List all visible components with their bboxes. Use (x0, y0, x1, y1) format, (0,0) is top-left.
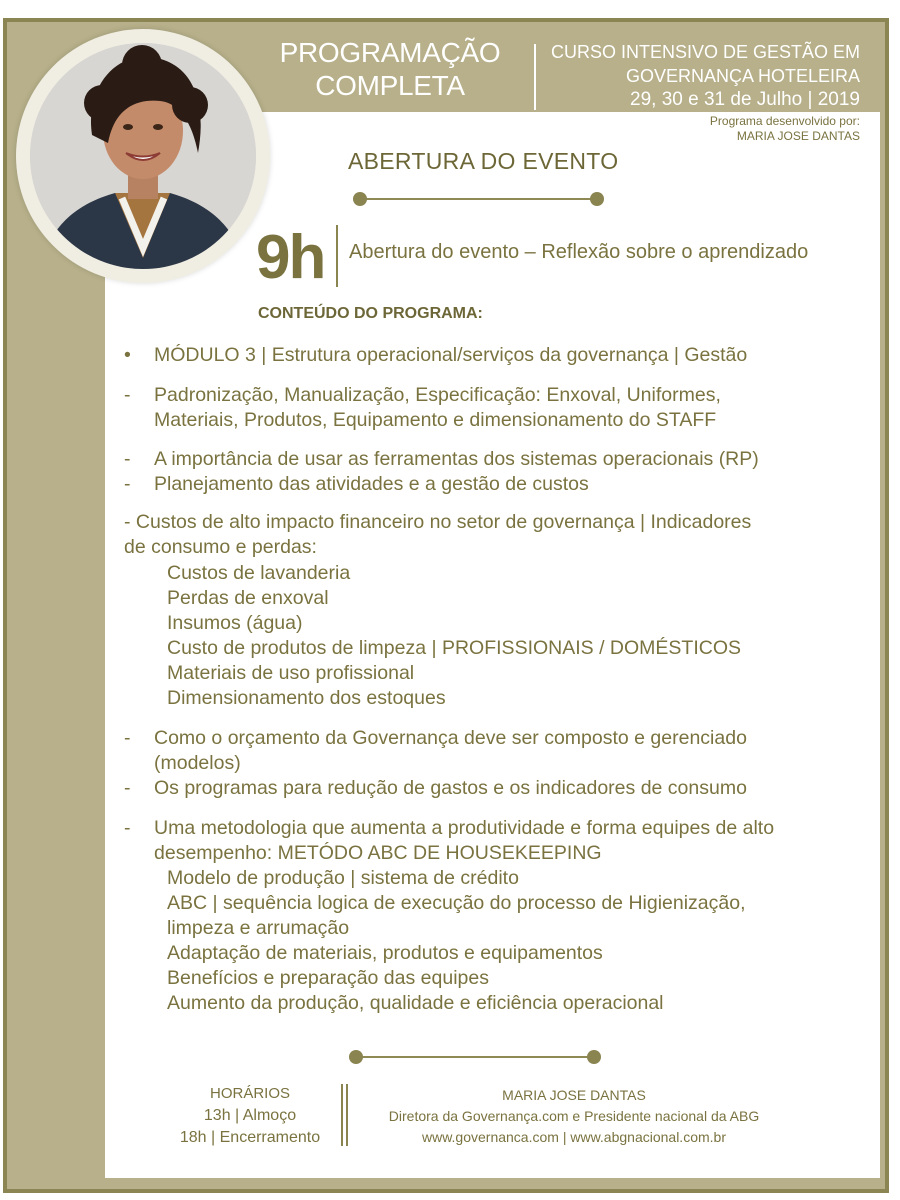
dash-marker: - (124, 384, 131, 406)
list-item: desempenho: METÓDO ABC DE HOUSEKEEPING (154, 842, 602, 864)
dash-marker: - (124, 777, 131, 799)
ornament-dot (349, 1050, 363, 1064)
dash-marker: - (124, 473, 131, 495)
presenter-photo (30, 43, 256, 269)
bullet-marker: • (124, 344, 131, 366)
ornament-dot (353, 192, 367, 206)
sub-item: limpeza e arrumação (167, 917, 350, 939)
presenter-role: Diretora da Governança.com e Presidente nacional da ABG (388, 1108, 760, 1124)
divider-ornament-top (353, 192, 604, 206)
dash-marker: - (124, 727, 131, 749)
schedule-block (150, 1083, 350, 1149)
sub-item: Custo de produtos de limpeza | PROFISSIONAIS / DOMÉSTICOS (167, 637, 742, 659)
credit (600, 114, 860, 144)
sub-item: Perdas de enxoval (167, 587, 329, 609)
list-item: Os programas para redução de gastos e os indicadores de consumo (154, 777, 747, 799)
list-item: Uma metodologia que aumenta a produtividade e forma equipes de alto (154, 817, 775, 839)
list-item: Como o orçamento da Governança deve ser composto e gerenciado (154, 727, 747, 749)
module-title: MÓDULO 3 | Estrutura operacional/serviços da governança | Gestão (154, 344, 748, 366)
list-item: Planejamento das atividades e a gestão de custos (154, 473, 589, 495)
sub-item: ABC | sequência logica de execução do processo de Higienização, (167, 892, 746, 914)
title-line-1: PROGRAMAÇÃO (279, 37, 501, 68)
sub-item: Custos de lavanderia (167, 562, 351, 584)
sub-item: Dimensionamento dos estoques (167, 687, 446, 709)
opening-time: 9h (256, 223, 325, 292)
page-title (260, 36, 520, 102)
time-divider (336, 225, 338, 287)
credit-name: MARIA JOSE DANTAS (736, 129, 860, 143)
divider-ornament-bottom (349, 1050, 601, 1064)
sub-item: Materiais de uso profissional (167, 662, 415, 684)
course-name-line-2: GOVERNANÇA HOTELEIRA (625, 66, 860, 86)
ornament-dot (590, 192, 604, 206)
list-item: (modelos) (154, 752, 241, 774)
presenter-block (356, 1085, 792, 1148)
course-name-line-1: CURSO INTENSIVO DE GESTÃO EM (550, 42, 860, 62)
footer-divider (346, 1084, 348, 1146)
title-line-2: COMPLETA (315, 70, 465, 101)
list-item: A importância de usar as ferramentas dos sistemas operacionais (RP) (154, 448, 759, 470)
sub-item: Benefícios e preparação das equipes (167, 967, 489, 989)
footer-divider (341, 1084, 343, 1146)
schedule-end: 18h | Encerramento (179, 1129, 321, 1146)
list-item: Materiais, Produtos, Equipamento e dimensionamento do STAFF (154, 409, 717, 431)
list-item: Padronização, Manualização, Especificação: Enxoval, Uniformes, (154, 384, 721, 406)
credit-label: Programa desenvolvido por: (709, 114, 860, 128)
course-info (530, 40, 860, 112)
course-dates: 29, 30 e 31 de Julho | 2019 (630, 89, 860, 110)
sub-item: Insumos (água) (167, 612, 303, 634)
dash-marker: - (124, 448, 131, 470)
opening-heading: ABERTURA DO EVENTO (348, 148, 619, 174)
sub-item: Modelo de produção | sistema de crédito (167, 867, 519, 889)
opening-description: Abertura do evento – Reflexão sobre o aprendizado (349, 241, 809, 263)
ornament-dot (587, 1050, 601, 1064)
list-item: de consumo e perdas: (124, 536, 317, 558)
ornament-line (360, 198, 597, 200)
schedule-heading: HORÁRIOS (209, 1085, 290, 1102)
presenter-name: MARIA JOSE DANTAS (502, 1087, 646, 1103)
ornament-line (356, 1056, 594, 1058)
schedule-lunch: 13h | Almoço (203, 1107, 297, 1124)
program-heading: CONTEÚDO DO PROGRAMA: (258, 305, 483, 322)
sub-item: Adaptação de materiais, produtos e equipamentos (167, 942, 603, 964)
dash-marker: - (124, 817, 131, 839)
presenter-websites: www.governanca.com | www.abgnacional.com.br (421, 1129, 726, 1145)
list-item: - Custos de alto impacto financeiro no setor de governança | Indicadores (124, 511, 752, 533)
sub-item: Aumento da produção, qualidade e eficiência operacional (167, 992, 664, 1014)
